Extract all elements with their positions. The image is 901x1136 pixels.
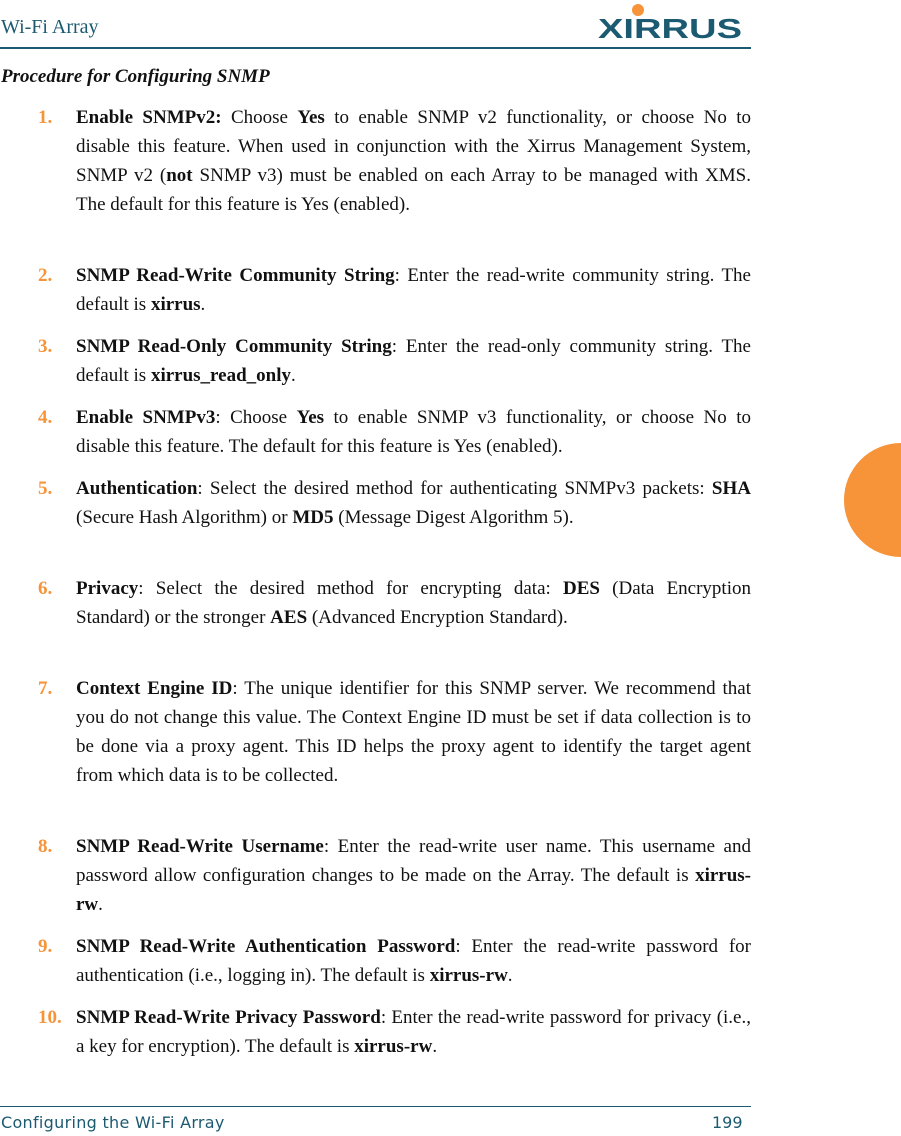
bold-term: xirrus_read_only bbox=[150, 365, 291, 386]
text-run: Choose bbox=[221, 107, 298, 128]
bold-term: xirrus bbox=[150, 294, 201, 315]
bold-term: Context Engine ID bbox=[76, 678, 233, 699]
bold-term: Privacy bbox=[76, 578, 139, 599]
bold-term: SNMP Read-Write Community String bbox=[76, 265, 395, 286]
chapter-tab-marker bbox=[844, 443, 901, 557]
bold-term: Yes bbox=[296, 407, 325, 428]
list-item bbox=[0, 332, 751, 390]
item-text bbox=[76, 261, 751, 319]
xirrus-logo bbox=[598, 2, 748, 42]
procedure-title: Procedure for Configuring SNMP bbox=[1, 66, 270, 87]
text-run: (Secure Hash Algorithm) or bbox=[76, 507, 293, 528]
text-run: . bbox=[290, 365, 296, 386]
item-number: 1. bbox=[38, 107, 53, 128]
item-text bbox=[76, 1003, 751, 1061]
bold-term: AES bbox=[270, 607, 308, 628]
bold-term: xirrus-rw bbox=[429, 965, 508, 986]
bold-term: Yes bbox=[297, 107, 325, 128]
page-number: 199 bbox=[712, 1113, 743, 1132]
text-run: : Select the desired method for encrypting data: bbox=[138, 578, 563, 599]
list-item bbox=[0, 832, 751, 919]
list-item bbox=[0, 403, 751, 461]
text-run: . bbox=[432, 1036, 438, 1057]
text-run: : The unique identifier for this SNMP server. We recommend that you do not change this value. The Context Engine ID must be set if data collection is to be done via a proxy agent. This ID helps the proxy agent to identify the target agent from which data is to be collected. bbox=[76, 678, 752, 786]
text-run: : Enter the read-write community string. The default is bbox=[76, 265, 751, 315]
bold-term: Enable SNMPv2: bbox=[76, 107, 222, 128]
item-text bbox=[76, 832, 751, 919]
bold-term: SNMP Read-Write Authentication Password bbox=[76, 936, 456, 957]
header-divider bbox=[0, 47, 751, 49]
list-item bbox=[0, 103, 751, 219]
text-run: (Advanced Encryption Standard). bbox=[307, 607, 568, 628]
item-text bbox=[76, 474, 751, 532]
text-run: to enable SNMP v3 functionality, or choose No to disable this feature. The default for this feature is Yes (enabled). bbox=[76, 407, 751, 457]
bold-term: not bbox=[166, 165, 193, 186]
bold-term: Authentication bbox=[76, 478, 198, 499]
header-title: Wi-Fi Array bbox=[1, 16, 99, 38]
item-text bbox=[76, 103, 751, 219]
bold-term: SNMP Read-Only Community String bbox=[76, 336, 392, 357]
text-run: : Select the desired method for authenticating SNMPv3 packets: bbox=[197, 478, 712, 499]
item-number: 2. bbox=[38, 265, 53, 286]
item-text bbox=[76, 332, 751, 390]
bold-term: xirrus-rw bbox=[76, 865, 751, 915]
footer-section: Configuring the Wi-Fi Array bbox=[1, 1113, 225, 1132]
item-number: 3. bbox=[38, 336, 53, 357]
item-text bbox=[76, 932, 751, 990]
text-run: : Choose bbox=[215, 407, 297, 428]
bold-term: SNMP Read-Write Username bbox=[76, 836, 324, 857]
text-run: . bbox=[98, 894, 103, 915]
list-item bbox=[0, 574, 751, 632]
bold-term: xirrus-rw bbox=[354, 1036, 433, 1057]
text-run: SNMP v3) must be enabled on each Array to be managed with XMS. The default for this feature is Yes (enabled). bbox=[76, 165, 751, 215]
text-run: (Data Encryption Standard) or the stronger bbox=[76, 578, 751, 628]
bold-term: MD5 bbox=[292, 507, 334, 528]
item-text bbox=[76, 403, 751, 461]
svg-text:XIRRUS: XIRRUS bbox=[598, 13, 742, 42]
text-run: : Enter the read-write user name. This username and password allow configuration changes to be made on the Array. The default is bbox=[76, 836, 751, 886]
bold-term: SHA bbox=[711, 478, 751, 499]
text-run: . bbox=[507, 965, 513, 986]
bold-term: Enable SNMPv3 bbox=[76, 407, 216, 428]
item-number: 7. bbox=[38, 678, 53, 699]
text-run: (Message Digest Algorithm 5). bbox=[333, 507, 574, 528]
text-run: to enable SNMP v2 functionality, or choose No to disable this feature. When used in conjunction with the Xirrus Management System, SNMP v2 ( bbox=[76, 107, 751, 186]
footer-divider bbox=[0, 1106, 751, 1107]
item-number: 10. bbox=[38, 1007, 62, 1028]
text-run: : Enter the read-write password for privacy (i.e., a key for encryption). The default is bbox=[76, 1007, 751, 1057]
item-number: 5. bbox=[38, 478, 53, 499]
item-text bbox=[76, 574, 751, 632]
text-run: : Enter the read-only community string. The default is bbox=[76, 336, 751, 386]
bold-term: SNMP Read-Write Privacy Password bbox=[76, 1007, 381, 1028]
list-item bbox=[0, 1003, 751, 1061]
list-item bbox=[0, 474, 751, 532]
text-run: . bbox=[200, 294, 206, 315]
item-number: 4. bbox=[38, 407, 53, 428]
item-number: 6. bbox=[38, 578, 53, 599]
list-item bbox=[0, 932, 751, 990]
item-text bbox=[76, 674, 751, 790]
item-number: 9. bbox=[38, 936, 53, 957]
text-run: : Enter the read-write password for authentication (i.e., logging in). The default is bbox=[76, 936, 751, 986]
list-item bbox=[0, 674, 751, 790]
bold-term: DES bbox=[563, 578, 600, 599]
list-item bbox=[0, 261, 751, 319]
item-number: 8. bbox=[38, 836, 53, 857]
